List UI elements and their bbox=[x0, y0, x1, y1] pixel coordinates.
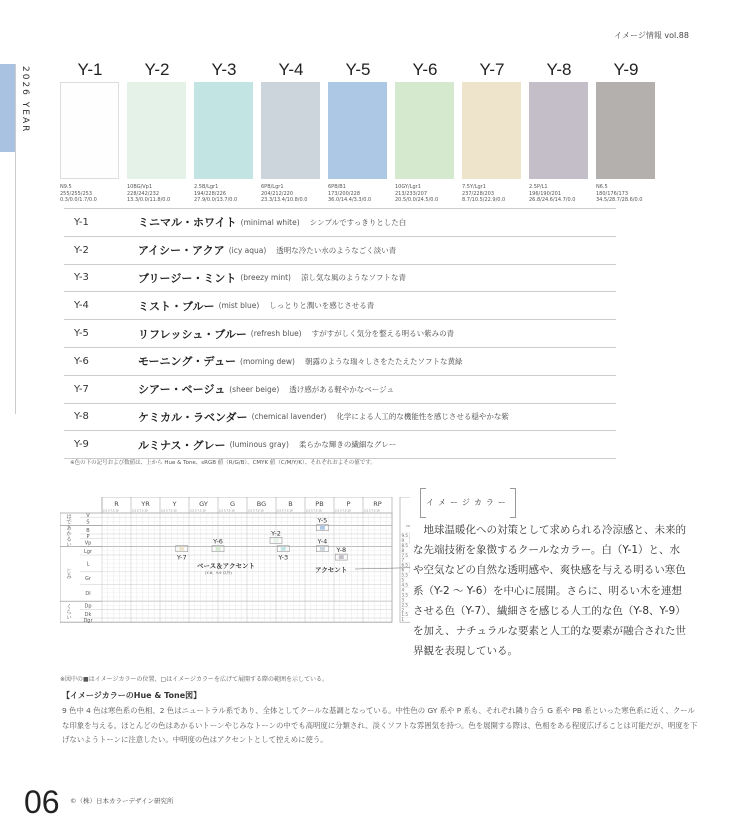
accent-label: アクセント bbox=[315, 566, 348, 574]
year-label: 2026 YEAR bbox=[20, 66, 30, 134]
swatch-values bbox=[328, 184, 392, 204]
base-accent-note: (Y-8、Y-9 以外) bbox=[205, 570, 232, 575]
neutral-value: 5.5 bbox=[401, 572, 408, 578]
row-code: Y-5 bbox=[74, 328, 89, 340]
row-description: しっとりと潤いを感じさせる青 bbox=[269, 301, 375, 311]
row-en-name: (morning dew) bbox=[240, 356, 295, 366]
row-en-name: (minimal white) bbox=[240, 217, 300, 227]
hue-label: P bbox=[346, 500, 351, 508]
hue-label: G bbox=[229, 500, 236, 508]
color-chip bbox=[261, 82, 320, 179]
name-row bbox=[64, 265, 616, 293]
color-point bbox=[320, 526, 325, 530]
hue-tone-chart-svg bbox=[60, 497, 410, 673]
neutral-value: 7.5 bbox=[401, 552, 408, 558]
year-tab bbox=[0, 64, 15, 152]
neutral-value: 3 bbox=[401, 597, 405, 603]
hue-tone-value: 2.5P/L1 bbox=[529, 184, 548, 190]
hue-subticks: 2.5 5 7.5 10 bbox=[103, 509, 119, 513]
row-code: Y-2 bbox=[74, 244, 89, 256]
tone-label: Gr bbox=[85, 576, 91, 583]
point-label: Y-5 bbox=[317, 516, 328, 525]
row-description: 朝露のような瑞々しさをたたえたソフトな黄緑 bbox=[304, 356, 463, 366]
hue-label: B bbox=[288, 500, 293, 508]
swatch-code: Y-2 bbox=[144, 60, 170, 79]
tone-label: P bbox=[86, 534, 90, 541]
hue-tone-section-title: 【イメージカラーのHue & Tone図】 bbox=[62, 691, 202, 700]
hue-subticks: 2.5 5 7.5 10 bbox=[248, 509, 264, 513]
color-chip bbox=[60, 82, 119, 179]
cmyk-value: 36.0/14.4/3.3/0.0 bbox=[328, 197, 372, 203]
color-point bbox=[281, 547, 286, 551]
swatch-code: Y-4 bbox=[278, 60, 304, 79]
tone-label: Vp bbox=[84, 540, 92, 547]
row-jp-name: ブリージー・ミント bbox=[138, 271, 237, 285]
name-row bbox=[64, 404, 616, 432]
row-description: 柔らかな輝きの繊細なグレー bbox=[298, 440, 397, 450]
hue-label: Y bbox=[172, 500, 177, 508]
hue-subticks: 2.5 5 7.5 10 bbox=[161, 509, 177, 513]
swatch-code: Y-6 bbox=[412, 60, 438, 79]
row-en-name: (sheer beige) bbox=[229, 384, 280, 394]
tone-group-label: くらい bbox=[65, 603, 71, 620]
row-en-name: (refresh blue) bbox=[250, 329, 302, 339]
tone-label: Lgr bbox=[83, 548, 93, 555]
tone-label: Dp bbox=[84, 603, 92, 610]
rgb-value: 196/190/201 bbox=[529, 190, 561, 197]
tone-label: S bbox=[86, 519, 90, 526]
cmyk-value: 34.5/28.7/28.6/0.0 bbox=[596, 197, 643, 203]
swatch-y-4 bbox=[257, 60, 325, 204]
rgb-value: 213/233/207 bbox=[395, 190, 427, 197]
color-chip bbox=[529, 82, 588, 179]
row-code: Y-7 bbox=[74, 383, 89, 395]
swatch-y-7 bbox=[458, 60, 526, 204]
rgb-value: 180/176/173 bbox=[596, 190, 628, 197]
color-chip bbox=[596, 82, 655, 179]
hue-subticks: 2.5 5 7.5 10 bbox=[132, 509, 148, 513]
swatch-y-9 bbox=[592, 60, 660, 204]
point-label: Y-4 bbox=[317, 537, 328, 546]
swatch-y-1 bbox=[56, 60, 124, 204]
color-chip bbox=[194, 82, 253, 179]
swatch-values bbox=[194, 184, 258, 204]
hue-subticks: 2.5 5 7.5 10 bbox=[277, 509, 293, 513]
rgb-value: 255/255/253 bbox=[60, 190, 92, 197]
cmyk-value: 27.9/0.0/13.7/0.0 bbox=[194, 197, 238, 203]
tone-label: Dgr bbox=[83, 618, 93, 625]
neutral-value: 9 bbox=[401, 537, 405, 543]
neutral-value: 8 bbox=[401, 547, 405, 553]
tone-label: V bbox=[86, 513, 90, 520]
neutral-value: 5 bbox=[401, 577, 405, 583]
tone-label: B bbox=[86, 527, 90, 534]
color-point bbox=[339, 555, 344, 559]
hue-label: PB bbox=[315, 500, 324, 508]
name-row bbox=[64, 431, 616, 459]
neutral-value: 6.5 bbox=[401, 562, 408, 568]
image-color-heading: イメージカラー bbox=[420, 488, 516, 516]
name-row bbox=[64, 376, 616, 404]
hue-tone-value: 10BG/Vp1 bbox=[127, 184, 153, 190]
neutral-label: ne bbox=[405, 524, 410, 528]
row-description: シンプルですっきりとした白 bbox=[309, 217, 407, 227]
name-row bbox=[64, 292, 616, 320]
point-label: Y-6 bbox=[213, 537, 223, 546]
row-en-name: (luminous gray) bbox=[229, 440, 289, 450]
cmyk-value: 23.3/13.4/10.8/0.0 bbox=[261, 197, 308, 203]
row-jp-name: ケミカル・ラベンダー bbox=[138, 410, 248, 424]
hue-subticks: 2.5 5 7.5 10 bbox=[335, 509, 351, 513]
point-label: Y-2 bbox=[271, 529, 281, 538]
row-description: 透け感がある軽やかなベージュ bbox=[289, 384, 394, 394]
row-code: Y-6 bbox=[74, 355, 89, 367]
swatch-code: Y-3 bbox=[211, 60, 237, 79]
row-jp-name: アイシー・アクア bbox=[138, 244, 225, 258]
hue-tone-section-body: 9 色中 4 色は寒色系の色相、2 色はニュートラル系であり、全体としてクールな基調となっている。中性色の GY 系や P 系も、それぞれ隣り合う G 系や PB 系といった寒色系に近く、クールな印象を与える。ほとんどの色はあかるいトーンやじみなトーンの中でも高明度に分類され、淡くソフトな雰囲気を持つ。色を展開する際は、色相をある程度広げることは可能だが、明度を下げないようトーンに注意したい。中明度の色はアクセントとして控えめに使う。 bbox=[62, 706, 698, 744]
swatch-values bbox=[60, 184, 124, 204]
hue-tone-value: 6PB/B1 bbox=[328, 184, 346, 190]
row-jp-name: ルミナス・グレー bbox=[138, 438, 226, 452]
swatch-values bbox=[127, 184, 191, 204]
neutral-value: 1.5 bbox=[401, 612, 408, 618]
point-label: Y-7 bbox=[176, 553, 187, 562]
row-en-name: (chemical lavender) bbox=[251, 412, 327, 422]
page-number: 06 bbox=[24, 784, 60, 820]
tone-label: Dk bbox=[84, 611, 92, 618]
row-description: すがすがしく気分を整える明るい紫みの青 bbox=[311, 329, 455, 339]
hue-label: RP bbox=[373, 500, 382, 508]
row-en-name: (breezy mint) bbox=[240, 273, 291, 283]
hue-label: YR bbox=[141, 500, 150, 508]
row-code: Y-1 bbox=[74, 216, 89, 228]
swatch-y-6 bbox=[391, 60, 459, 204]
hue-tone-chart bbox=[60, 497, 410, 677]
neutral-value: 2.5 bbox=[401, 602, 408, 608]
neutral-value: 6 bbox=[401, 567, 405, 573]
color-point bbox=[179, 547, 184, 551]
row-jp-name: シアー・ベージュ bbox=[138, 383, 226, 397]
swatch-values bbox=[261, 184, 325, 204]
swatch-code: Y-9 bbox=[613, 60, 639, 79]
color-chip bbox=[328, 82, 387, 179]
neutral-value: 9.5 bbox=[401, 532, 408, 538]
tone-label: L bbox=[86, 561, 90, 568]
hue-subticks: 2.5 5 7.5 10 bbox=[190, 509, 206, 513]
tone-label: Dl bbox=[85, 590, 91, 597]
cmyk-value: 20.5/0.0/24.5/0.0 bbox=[395, 197, 439, 203]
issue-label: イメージ情報 vol.88 bbox=[614, 31, 689, 40]
hue-tone-value: N6.5 bbox=[596, 184, 608, 190]
swatch-values bbox=[529, 184, 593, 204]
rgb-value: 237/228/203 bbox=[462, 190, 494, 197]
swatch-y-5 bbox=[324, 60, 392, 204]
cmyk-value: 0.3/0.0/1.7/0.0 bbox=[60, 197, 97, 203]
cmyk-value: 8.7/10.5/22.9/0.0 bbox=[462, 197, 506, 203]
point-label: Y-8 bbox=[336, 546, 347, 555]
hue-tone-value: 6PB/Lgr1 bbox=[261, 184, 284, 190]
neutral-value: 2 bbox=[401, 607, 405, 613]
base-accent-label: ベース＆アクセント bbox=[197, 562, 255, 570]
chart-footnote: ※図中の■はイメージカラーの位置、□はイメージカラーを広げて展開する際の範囲を示している。 bbox=[60, 676, 329, 683]
neutral-value: 7 bbox=[401, 557, 405, 563]
color-chip bbox=[395, 82, 454, 179]
neutral-value: 8.5 bbox=[401, 542, 408, 548]
hue-tone-value: N9.5 bbox=[60, 184, 72, 190]
point-label: Y-3 bbox=[278, 553, 289, 562]
row-jp-name: モーニング・デュー bbox=[138, 355, 237, 369]
row-code: Y-8 bbox=[74, 411, 89, 423]
image-color-body: 地球温暖化への対策として求められる冷涼感と、未来的な先端技術を象徴するクールなカラー。白（Y-1）と、水や空気などの自然な透明感や、爽快感を与える明るい寒色系（Y-2 ～ Y-6）を中心に展開。さらに、明るい木を連想させる色（Y-7）、繊細さを感じる人工的な色（Y-8、Y-9）を加え、ナチュラルな要素と人工的な要素が融合された世界観を表現している。 bbox=[413, 524, 686, 658]
color-names-table bbox=[64, 208, 616, 459]
tone-group-label: じみ bbox=[65, 568, 71, 580]
hue-tone-value: 2.5B/Lgr1 bbox=[194, 184, 219, 190]
neutral-value: 3.5 bbox=[401, 592, 408, 598]
color-point bbox=[274, 538, 279, 542]
name-row bbox=[64, 348, 616, 376]
tone-group-label: はで bbox=[65, 513, 71, 525]
swatch-values bbox=[596, 184, 660, 204]
swatch-y-2 bbox=[123, 60, 191, 204]
rgb-value: 228/242/232 bbox=[127, 190, 159, 197]
neutral-value: 1 bbox=[401, 617, 405, 623]
hue-subticks: 2.5 5 7.5 10 bbox=[306, 509, 322, 513]
color-chip bbox=[127, 82, 186, 179]
name-row bbox=[64, 208, 616, 237]
swatch-y-3 bbox=[190, 60, 258, 204]
neutral-value: 4 bbox=[401, 587, 405, 593]
row-description: 涼し気な風のようなソフトな青 bbox=[300, 273, 406, 283]
hue-tone-value: 10GY/Lgr1 bbox=[395, 184, 421, 190]
hue-subticks: 2.5 5 7.5 10 bbox=[364, 509, 380, 513]
name-row bbox=[64, 237, 616, 265]
hue-label: GY bbox=[199, 500, 208, 508]
rgb-value: 173/200/228 bbox=[328, 190, 360, 197]
neutral-value: 4.5 bbox=[401, 582, 408, 588]
copyright: ©（株）日本カラーデザイン研究所 bbox=[70, 797, 174, 805]
row-code: Y-4 bbox=[74, 300, 89, 312]
side-divider bbox=[15, 64, 16, 414]
hue-tone-value: 7.5Y/Lgr1 bbox=[462, 184, 486, 190]
rgb-value: 194/228/226 bbox=[194, 190, 226, 197]
hue-subticks: 2.5 5 7.5 10 bbox=[219, 509, 235, 513]
cmyk-value: 26.8/24.6/14.7/0.0 bbox=[529, 197, 576, 203]
swatch-code: Y-8 bbox=[546, 60, 572, 79]
row-description: 化学による人工的な機能性を感じさせる穏やかな紫 bbox=[336, 412, 509, 422]
swatch-code: Y-7 bbox=[479, 60, 505, 79]
color-chip bbox=[462, 82, 521, 179]
row-jp-name: ミニマル・ホワイト bbox=[138, 216, 237, 230]
row-jp-name: ミスト・ブルー bbox=[138, 299, 215, 313]
row-code: Y-9 bbox=[74, 439, 89, 451]
tone-group-label: あかるい bbox=[65, 525, 71, 548]
swatch-values bbox=[395, 184, 459, 204]
hue-label: R bbox=[114, 500, 119, 508]
swatch-values bbox=[462, 184, 526, 204]
name-row bbox=[64, 320, 616, 348]
hue-label: BG bbox=[256, 500, 267, 508]
row-description: 透明な冷たい水のようなごく淡い青 bbox=[276, 245, 397, 255]
color-point bbox=[216, 547, 221, 551]
rgb-value: 204/212/220 bbox=[261, 190, 293, 197]
row-en-name: (mist blue) bbox=[218, 301, 260, 311]
swatch-y-8 bbox=[525, 60, 593, 204]
cmyk-value: 13.3/0.0/11.8/0.0 bbox=[127, 197, 171, 203]
swatch-code: Y-5 bbox=[345, 60, 371, 79]
row-code: Y-3 bbox=[74, 272, 89, 284]
swatch-code: Y-1 bbox=[77, 60, 103, 79]
row-jp-name: リフレッシュ・ブルー bbox=[138, 327, 247, 341]
color-point bbox=[320, 547, 325, 551]
row-en-name: (icy aqua) bbox=[228, 245, 267, 255]
values-footnote: ※色の下の記号および数値は、上から Hue & Tone、sRGB 値（R/G/B）、CMYK 値（C/M/Y/K）、それぞれおよその値です。 bbox=[70, 460, 376, 466]
